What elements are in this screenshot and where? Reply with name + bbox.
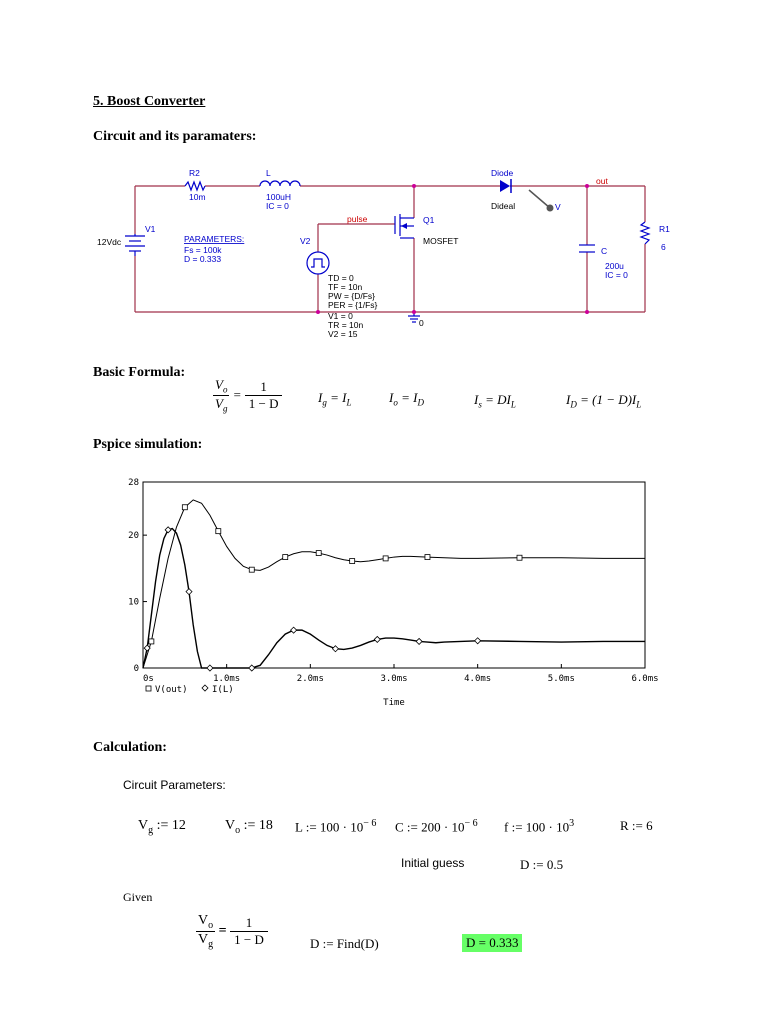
formula-io-mid: = I <box>397 390 418 405</box>
formula-is-sub: s <box>478 399 482 410</box>
boost-converter-schematic <box>85 160 685 350</box>
l-value: 100uH <box>266 192 292 202</box>
v2-v2: V2 = 15 <box>328 329 358 339</box>
section-title: 5. Boost Converter <box>93 94 206 109</box>
marker-il <box>186 589 192 595</box>
v2-td: TD = 0 <box>328 273 354 283</box>
c-value: 200u <box>605 261 624 271</box>
marker-il <box>165 527 171 533</box>
circuit-params-label: Circuit Parameters: <box>123 778 226 792</box>
x-tick-label: 2.0ms <box>296 674 324 684</box>
marker-vout <box>517 555 522 560</box>
given-equation <box>196 913 268 950</box>
calc-f-exp: 3 <box>569 818 575 829</box>
legend-marker-vout <box>146 686 151 691</box>
formula-io-sub2: D <box>417 397 424 408</box>
formula-is <box>474 392 516 410</box>
formula-is-sub2: L <box>510 399 516 410</box>
calc-c-def: C := 200 · 10 <box>395 819 465 835</box>
y-tick-label: 28 <box>128 478 139 488</box>
formula-io-var: I <box>389 390 394 405</box>
marker-il <box>416 638 422 644</box>
eq-equals: = <box>218 923 227 939</box>
find-expression: D := Find(D) <box>310 936 379 951</box>
x-axis-label: Time <box>383 698 405 708</box>
calc-vo-value: := 18 <box>240 818 273 833</box>
calc-f-def: f := 100 · 10 <box>504 819 570 835</box>
d-guess: D := 0.5 <box>520 857 564 872</box>
formula-id-mid: = (1 − D)I <box>576 392 637 407</box>
formula-vg: V <box>215 395 223 411</box>
y-tick-label: 0 <box>133 664 139 674</box>
formula-is-mid: = DI <box>481 392 511 407</box>
q1-type: MOSFET <box>423 236 459 246</box>
marker-vout <box>316 551 321 556</box>
pulse-label: pulse <box>347 214 368 224</box>
formula-vg-sub: g <box>222 403 228 414</box>
calc-r: R := 6 <box>620 818 653 833</box>
marker-vout <box>283 555 288 560</box>
formula-is-var: I <box>474 392 479 407</box>
marker-il <box>332 646 338 652</box>
marker-il <box>291 627 297 633</box>
calculation-heading: Calculation: <box>93 740 167 755</box>
formula-vo: V <box>215 377 223 392</box>
probe-label: V <box>555 202 561 212</box>
v2-pw: PW = {D/Fs} <box>328 291 375 301</box>
params-d: D = 0.333 <box>184 254 222 264</box>
initial-guess-label: Initial guess <box>401 856 465 870</box>
formula-id-var: I <box>566 392 571 407</box>
v2-name: V2 <box>300 236 311 246</box>
eq-vg: V <box>198 931 209 947</box>
formula-one: 1 <box>245 379 283 396</box>
marker-vout <box>383 556 388 561</box>
formula-ig-mid: = I <box>326 390 347 405</box>
formula-ig-sub2: L <box>346 397 352 408</box>
params-fs: Fs = 100k <box>184 245 222 255</box>
formula-id <box>566 392 641 410</box>
plot-frame <box>143 482 645 668</box>
formula-id-sub2: L <box>636 399 642 410</box>
formula-vo-vg: $\frac{V_o}{V_g}$ = $\frac{1}{1 - D}$ <box>213 377 282 413</box>
r2-value: 10m <box>189 192 206 202</box>
legend-label-il: I(L) <box>212 685 234 695</box>
formula-ig-sub: g <box>322 397 327 408</box>
formula-ig <box>318 390 351 408</box>
calc-c-exp: − 6 <box>464 818 478 829</box>
marker-vout <box>249 567 254 572</box>
calc-vg-sub: g <box>148 824 154 836</box>
calc-vo <box>225 818 273 836</box>
diode-model: Dideal <box>491 201 516 211</box>
params-title: PARAMETERS: <box>184 234 245 244</box>
calc-l <box>295 818 376 835</box>
r1-name: R1 <box>659 224 670 234</box>
v2-tf: TF = 10n <box>328 282 363 292</box>
result-d: D = 0.333 <box>462 934 522 952</box>
marker-vout <box>350 559 355 564</box>
marker-vout <box>182 505 187 510</box>
r1-value: 6 <box>661 242 666 252</box>
calc-vg <box>138 818 186 836</box>
v1-name: V1 <box>145 224 156 234</box>
formula-one-minus-d: 1 − D <box>248 395 279 411</box>
c-name: C <box>601 246 608 256</box>
formula-io-sub: o <box>393 397 398 408</box>
formula-id-sub: D <box>570 399 577 410</box>
calc-f <box>504 818 574 835</box>
eq-vo: V <box>198 913 209 928</box>
v1-value: 12Vdc <box>97 237 122 247</box>
out-label: out <box>596 176 608 186</box>
v2-per: PER = {1/Fs} <box>328 300 378 310</box>
legend-label-vout: V(out) <box>155 685 188 695</box>
x-tick-label: 5.0ms <box>547 674 575 684</box>
marker-il <box>374 636 380 642</box>
calc-c <box>395 818 478 835</box>
calc-vo-sub: o <box>235 824 241 836</box>
eq-one: 1 <box>230 915 268 932</box>
legend-marker-il <box>202 685 208 691</box>
x-tick-label: 1.0ms <box>213 674 241 684</box>
v2-tr: TR = 10n <box>328 320 364 330</box>
y-tick-label: 10 <box>128 597 139 608</box>
marker-vout <box>425 555 430 560</box>
marker-il <box>144 645 150 651</box>
series-line-vout <box>143 500 645 668</box>
l-name: L <box>266 168 271 178</box>
basic-formula-heading: Basic Formula: <box>93 365 186 380</box>
marker-il <box>475 638 481 644</box>
calc-vo-var: V <box>225 818 236 833</box>
marker-il <box>207 665 213 671</box>
circuit-heading: Circuit and its paramaters: <box>93 129 257 144</box>
series-line-il <box>143 529 645 669</box>
marker-il <box>249 665 255 671</box>
formula-io <box>389 390 424 408</box>
given-label: Given <box>123 890 153 904</box>
eq-vo-sub: o <box>208 919 214 931</box>
calc-l-exp: − 6 <box>363 818 377 829</box>
marker-vout <box>149 639 154 644</box>
v2-v1: V1 = 0 <box>328 311 353 321</box>
calc-l-def: L := 100 · 10 <box>295 819 364 835</box>
x-tick-label: 6.0ms <box>631 674 659 684</box>
calc-vg-value: := 12 <box>153 818 186 833</box>
c-ic: IC = 0 <box>605 270 628 280</box>
x-tick-label: 0s <box>143 674 154 684</box>
r2-name: R2 <box>189 168 200 178</box>
ground-label: 0 <box>419 318 424 328</box>
eq-vg-sub: g <box>208 938 214 950</box>
formula-vo-sub: o <box>222 384 228 395</box>
eq-one-minus-d: 1 − D <box>234 931 264 947</box>
marker-vout <box>216 529 221 534</box>
x-tick-label: 4.0ms <box>464 674 492 684</box>
y-tick-label: 20 <box>128 531 139 542</box>
pspice-heading: Pspice simulation: <box>93 437 203 452</box>
formula-ig-var: I <box>318 390 323 405</box>
diode-name: Diode <box>491 168 514 178</box>
pspice-chart <box>110 470 670 715</box>
calc-vg-var: V <box>138 818 149 833</box>
q1-name: Q1 <box>423 215 435 225</box>
l-ic: IC = 0 <box>266 201 289 211</box>
x-tick-label: 3.0ms <box>380 674 408 684</box>
